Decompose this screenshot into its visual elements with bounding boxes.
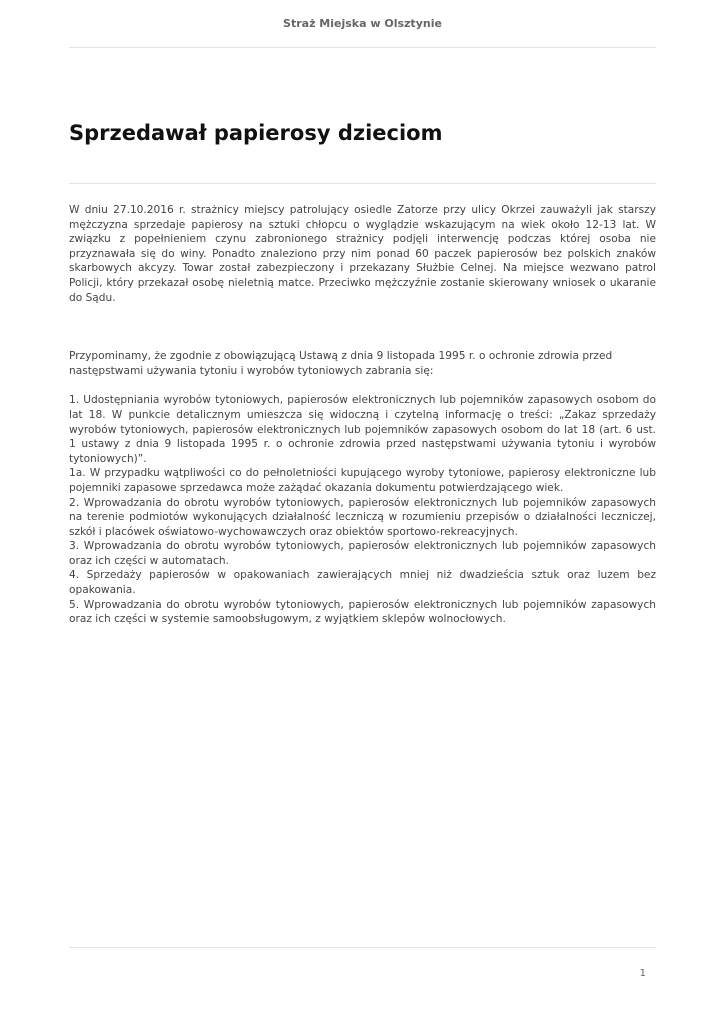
- header-divider: [69, 47, 656, 48]
- list-item: 4. Sprzedaży papierosów w opakowaniach zawierających mniej niż dwadzieścia sztuk oraz luzem bez opakowania.: [69, 569, 656, 597]
- list-item: 1. Udostępniania wyrobów tytoniowych, papierosów elektronicznych lub pojemników zapasowych osobom do lat 18. W punkcie detalicznym umieszcza się widoczną i czytelną informację o treści: „Zakaz sprzedaży wyrobów tytoniowych, papierosów elektronicznych lub pojemników zapasowych osobom do lat 18 (art. 6 ust. 1 ustawy z dnia 9 listopada 1995 r. o ochronie zdrowia przed następstwami używania tytoniu i wyrobów tytoniowych)”.: [69, 394, 656, 465]
- article-paragraph-reminder: Przypominamy, że zgodnie z obowiązującą Ustawą z dnia 9 listopada 1995 r. o ochronie zdrowia przed następstwami używania tytoniu i wyrobów tytoniowych zabrania się:: [69, 350, 613, 377]
- list-item: 2. Wprowadzania do obrotu wyrobów tytoniowych, papierosów elektronicznych lub pojemników zapasowych na terenie podmiotów wykonujących działalność leczniczą w rozumieniu przepisów o działalności leczniczej, szkół i placówek oświatowo-wychowawczych oraz obiektów sportowo-rekreacyjnych.: [69, 496, 656, 538]
- article-title: Sprzedawał papierosy dzieciom: [69, 121, 443, 145]
- article-body: [69, 203, 656, 627]
- prohibitions-list: [69, 393, 656, 627]
- site-header-title: Straż Miejska w Olsztynie: [283, 17, 442, 30]
- list-item: 3. Wprowadzania do obrotu wyrobów tytoniowych, papierosów elektronicznych lub pojemników zapasowych oraz ich części w automatach.: [69, 540, 656, 567]
- title-divider: [69, 183, 656, 184]
- page-number: 1: [639, 968, 646, 979]
- list-item: 5. Wprowadzania do obrotu wyrobów tytoniowych, papierosów elektronicznych lub pojemników zapasowych oraz ich części w systemie samoobsługowym, z wyjątkiem sklepów wolnocłowych.: [69, 598, 656, 626]
- footer-divider: [69, 947, 656, 948]
- list-item: 1a. W przypadku wątpliwości co do pełnoletniości kupującego wyroby tytoniowe, papierosy elektroniczne lub pojemniki zapasowe sprzedawca może zażądać okazania dokumentu potwierdzającego wiek.: [69, 467, 656, 494]
- article-paragraph-incident: W dniu 27.10.2016 r. strażnicy miejscy patrolujący osiedle Zatorze przy ulicy Okrzei zauważyli jak starszy mężczyzna sprzedaje papierosy na sztuki chłopcu o wyglądzie wskazującym na wiek około 12-13 lat. W związku z popełnieniem czynu zabronionego strażnicy podjęli interwencję podczas której osoba nie przyznawała się do winy. Ponadto znaleziono przy nim ponad 60 paczek papierosów bez polskich znaków skarbowych akcyzy. Towar został zabezpieczony i przekazany Służbie Celnej. Na miejsce wezwano patrol Policji, który przekazał osobę nieletnią matce. Przeciwko mężczyźnie zostanie skierowany wniosek o ukaranie do Sądu.: [69, 204, 656, 304]
